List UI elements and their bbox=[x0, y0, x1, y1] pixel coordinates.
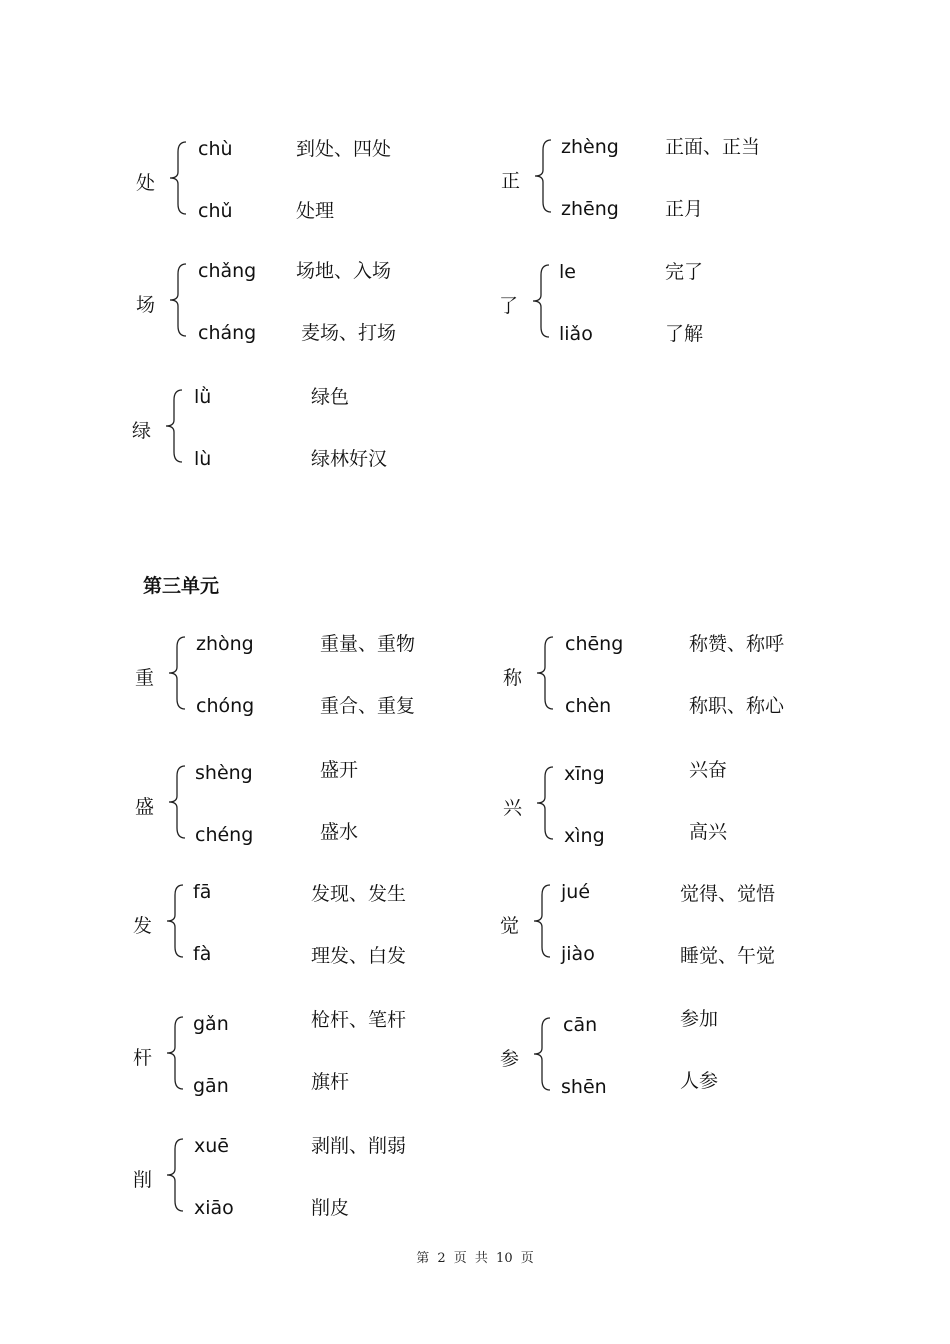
polyphone-char: 兴 bbox=[503, 797, 523, 819]
entry-can bbox=[500, 1008, 920, 1104]
pinyin-bottom: liǎo bbox=[559, 323, 593, 345]
entry-lv bbox=[132, 386, 552, 476]
words-bottom: 正月 bbox=[665, 198, 704, 220]
brace-icon bbox=[529, 261, 553, 341]
pinyin-top: zhèng bbox=[561, 136, 619, 158]
polyphone-char: 处 bbox=[136, 172, 156, 194]
pinyin-bottom: chéng bbox=[195, 824, 254, 846]
pinyin-bottom: cháng bbox=[198, 322, 257, 344]
pinyin-top: fā bbox=[193, 881, 212, 903]
pinyin-bottom: chèn bbox=[565, 695, 612, 717]
words-top: 称赞、称呼 bbox=[689, 633, 785, 655]
pinyin-bottom: chóng bbox=[196, 695, 255, 717]
pinyin-top: xuē bbox=[194, 1135, 229, 1157]
words-top: 枪杆、笔杆 bbox=[311, 1009, 407, 1031]
pinyin-top: chǎng bbox=[198, 260, 257, 282]
pinyin-top: jué bbox=[561, 881, 591, 903]
polyphone-char: 削 bbox=[133, 1169, 153, 1191]
pinyin-bottom: jiào bbox=[561, 943, 595, 965]
words-top: 觉得、觉悟 bbox=[680, 883, 776, 905]
entry-cheng bbox=[503, 633, 923, 723]
pinyin-top: lǜ bbox=[194, 386, 212, 408]
words-top: 剥削、削弱 bbox=[311, 1135, 407, 1157]
words-bottom: 麦场、打场 bbox=[301, 322, 397, 344]
words-top: 发现、发生 bbox=[311, 883, 407, 905]
words-bottom: 处理 bbox=[296, 200, 335, 222]
words-bottom: 理发、白发 bbox=[311, 945, 407, 967]
pinyin-top: shèng bbox=[195, 762, 253, 784]
entry-xue bbox=[133, 1135, 553, 1225]
pinyin-bottom: xiāo bbox=[194, 1197, 234, 1219]
words-bottom: 削皮 bbox=[311, 1197, 350, 1219]
words-top: 场地、入场 bbox=[296, 260, 392, 282]
entry-sheng bbox=[135, 759, 555, 852]
polyphone-char: 盛 bbox=[135, 796, 155, 818]
brace-icon bbox=[162, 386, 186, 466]
words-bottom: 旗杆 bbox=[311, 1071, 350, 1093]
polyphone-char: 发 bbox=[133, 915, 153, 937]
brace-icon bbox=[163, 1135, 187, 1215]
polyphone-char: 觉 bbox=[500, 915, 520, 937]
pinyin-top: xīng bbox=[564, 763, 605, 785]
pinyin-top: gǎn bbox=[193, 1013, 229, 1035]
entry-fa bbox=[133, 881, 553, 971]
words-top: 绿色 bbox=[311, 386, 350, 408]
words-bottom: 重合、重复 bbox=[320, 695, 416, 717]
entry-xing bbox=[503, 759, 923, 853]
entry-zheng bbox=[501, 136, 921, 226]
words-top: 到处、四处 bbox=[296, 138, 392, 160]
words-bottom: 了解 bbox=[665, 323, 704, 345]
unit-heading: 第三单元 bbox=[143, 575, 220, 597]
brace-icon bbox=[533, 633, 557, 713]
page-footer: 第 2 页 共 10 页 bbox=[416, 1251, 534, 1266]
brace-icon bbox=[166, 138, 190, 218]
words-bottom: 高兴 bbox=[689, 821, 728, 843]
polyphone-char: 称 bbox=[503, 667, 523, 689]
entry-zhong bbox=[135, 633, 555, 723]
brace-icon bbox=[533, 763, 557, 843]
pinyin-bottom: gān bbox=[193, 1075, 229, 1097]
polyphone-char: 绿 bbox=[132, 420, 152, 442]
pinyin-top: zhòng bbox=[196, 633, 254, 655]
entry-jue bbox=[500, 881, 920, 971]
pinyin-bottom: fà bbox=[193, 943, 212, 965]
pinyin-bottom: shēn bbox=[561, 1076, 607, 1098]
pinyin-bottom: xìng bbox=[564, 825, 605, 847]
pinyin-bottom: lù bbox=[194, 448, 212, 470]
brace-icon bbox=[165, 633, 189, 713]
polyphone-char: 了 bbox=[499, 295, 519, 317]
words-bottom: 称职、称心 bbox=[689, 695, 785, 717]
words-bottom: 人参 bbox=[680, 1070, 719, 1092]
pinyin-top: chù bbox=[198, 138, 233, 160]
brace-icon bbox=[166, 260, 190, 340]
entry-gan bbox=[133, 1009, 553, 1103]
words-top: 完了 bbox=[665, 261, 704, 283]
brace-icon bbox=[531, 136, 555, 216]
polyphone-char: 杆 bbox=[133, 1047, 153, 1069]
polyphone-char: 参 bbox=[500, 1048, 520, 1070]
polyphone-char: 重 bbox=[135, 667, 155, 689]
pinyin-top: chēng bbox=[565, 633, 624, 655]
pinyin-top: cān bbox=[563, 1014, 598, 1036]
words-top: 参加 bbox=[680, 1008, 719, 1030]
polyphone-char: 场 bbox=[136, 294, 156, 316]
entry-chu bbox=[136, 138, 556, 228]
brace-icon bbox=[530, 881, 554, 961]
words-bottom: 盛水 bbox=[320, 821, 359, 843]
words-top: 正面、正当 bbox=[665, 136, 761, 158]
brace-icon bbox=[163, 1013, 187, 1093]
entry-le bbox=[499, 261, 919, 351]
words-bottom: 睡觉、午觉 bbox=[680, 945, 776, 967]
brace-icon bbox=[530, 1014, 554, 1094]
polyphone-char: 正 bbox=[501, 170, 521, 192]
entry-chang bbox=[136, 260, 556, 350]
brace-icon bbox=[163, 881, 187, 961]
words-top: 重量、重物 bbox=[320, 633, 416, 655]
words-top: 盛开 bbox=[320, 759, 359, 781]
pinyin-bottom: chǔ bbox=[198, 200, 233, 222]
brace-icon bbox=[165, 762, 189, 842]
words-top: 兴奋 bbox=[689, 759, 728, 781]
words-bottom: 绿林好汉 bbox=[311, 448, 388, 470]
pinyin-bottom: zhēng bbox=[561, 198, 619, 220]
pinyin-top: le bbox=[559, 261, 576, 283]
